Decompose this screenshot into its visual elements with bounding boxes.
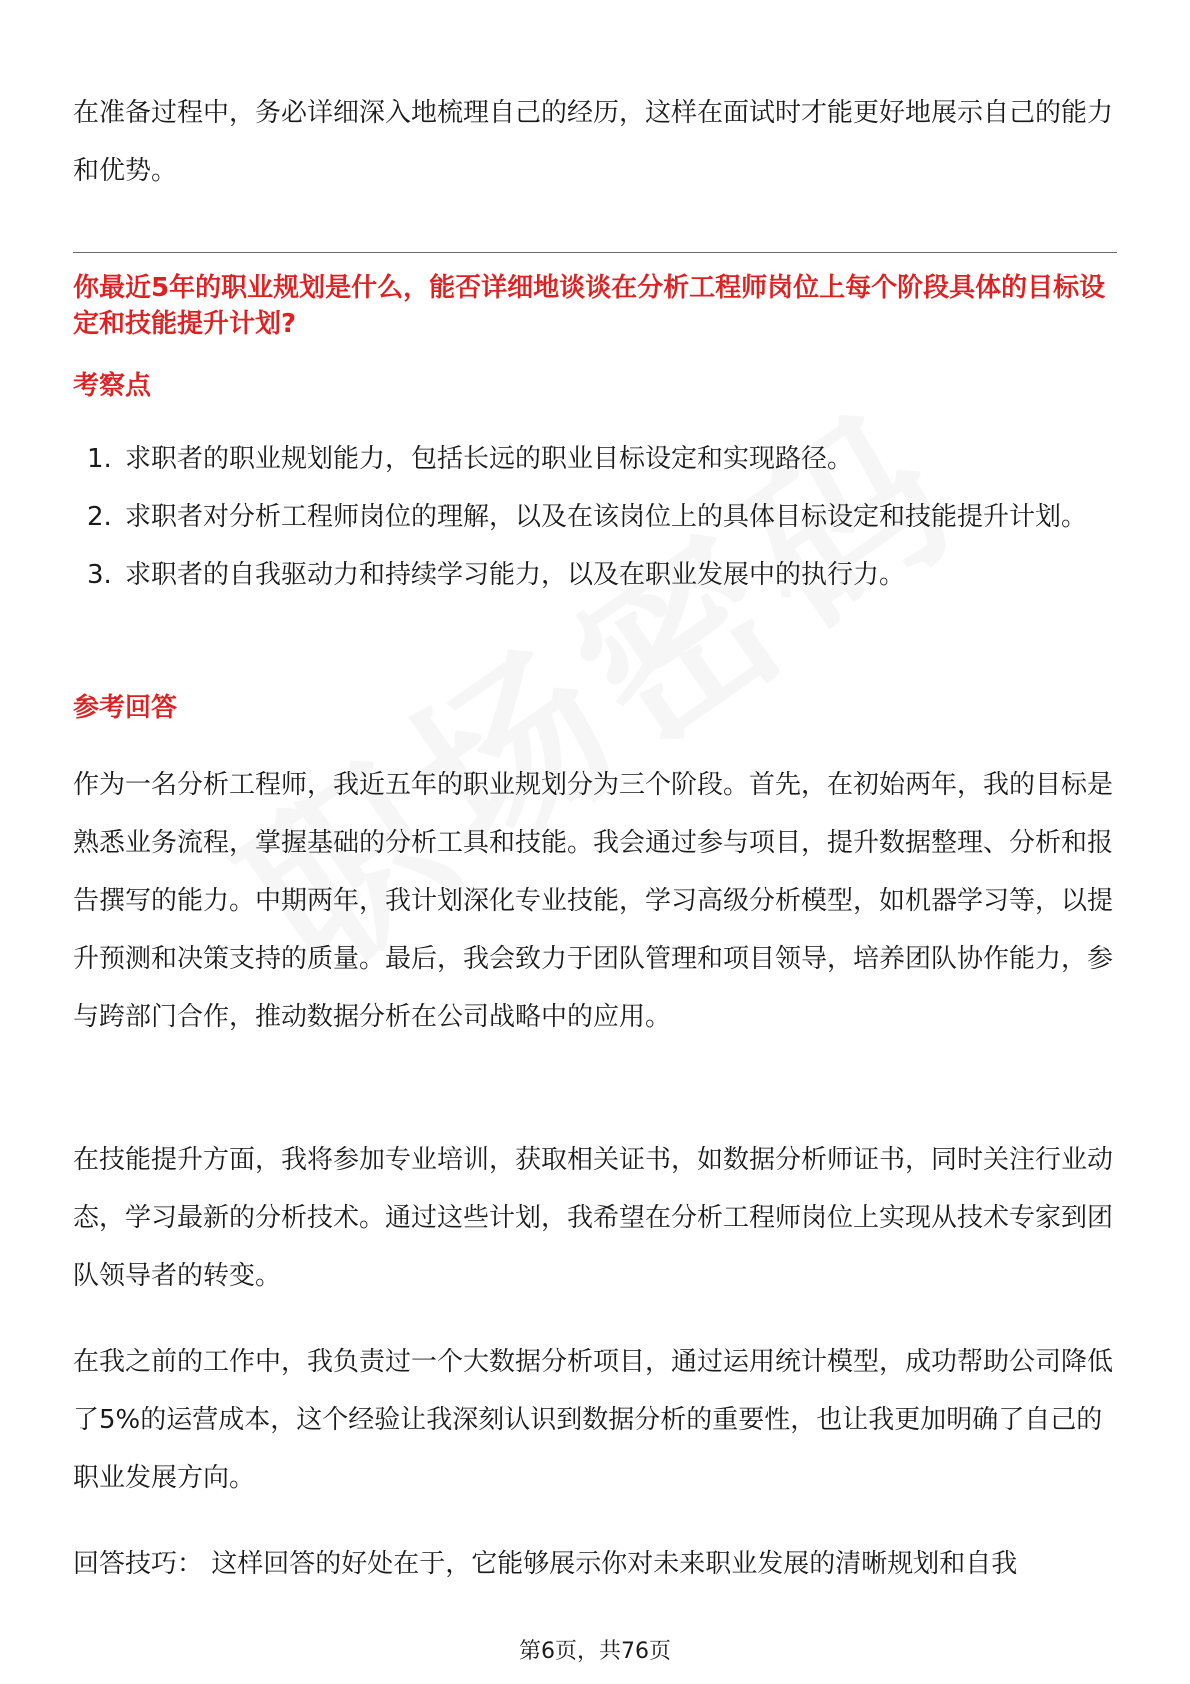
answer-tip-paragraph: 回答技巧： 这样回答的好处在于，它能够展示你对未来职业发展的清晰规划和自我 — [73, 1549, 1018, 1579]
answer-paragraph: 在我之前的工作中，我负责过一个大数据分析项目，通过运用统计模型，成功帮助公司降低了5%的运营成本，这个经验让我深刻认识到数据分析的重要性，也让我更加明确了自己的职业发展方向。 — [73, 1347, 1114, 1493]
page-number-footer: 第6页，共76页 — [519, 1639, 671, 1664]
section-divider — [73, 252, 1117, 253]
list-item-text: 求职者对分析工程师岗位的理解，以及在该岗位上的具体目标设定和技能提升计划。 — [125, 502, 1088, 532]
list-item — [73, 430, 1117, 488]
answer-title: 参考回答 — [73, 693, 178, 723]
answer-paragraph: 作为一名分析工程师，我近五年的职业规划分为三个阶段。首先，在初始两年，我的目标是熟悉业务流程，掌握基础的分析工具和技能。我会通过参与项目，提升数据整理、分析和报告撰写的能力。中期两年，我计划深化专业技能，学习高级分析模型，如机器学习等，以提升预测和决策支持的质量。最后，我会致力于团队管理和项目领导，培养团队协作能力，参与跨部门合作，推动数据分析在公司战略中的应用。 — [73, 770, 1114, 1032]
answer-paragraph: 在技能提升方面，我将参加专业培训，获取相关证书，如数据分析师证书，同时关注行业动态，学习最新的分析技术。通过这些计划，我希望在分析工程师岗位上实现从技术专家到团队领导者的转变。 — [73, 1145, 1114, 1291]
list-item — [73, 488, 1117, 546]
list-item-text: 求职者的职业规划能力，包括长远的职业目标设定和实现路径。 — [125, 444, 854, 474]
points-title: 考察点 — [73, 371, 152, 401]
list-item-number: 3. — [87, 560, 112, 590]
question-heading: 你最近5年的职业规划是什么，能否详细地谈谈在分析工程师岗位上每个阶段具体的目标设定和技能提升计划? — [73, 273, 1106, 339]
list-item-number: 2. — [87, 502, 112, 532]
list-item-number: 1. — [87, 444, 112, 474]
intro-paragraph: 在准备过程中，务必详细深入地梳理自己的经历，这样在面试时才能更好地展示自己的能力和优势。 — [73, 98, 1114, 186]
list-item — [73, 546, 1117, 604]
points-list — [73, 430, 1117, 604]
list-item-text: 求职者的自我驱动力和持续学习能力，以及在职业发展中的执行力。 — [125, 560, 906, 590]
